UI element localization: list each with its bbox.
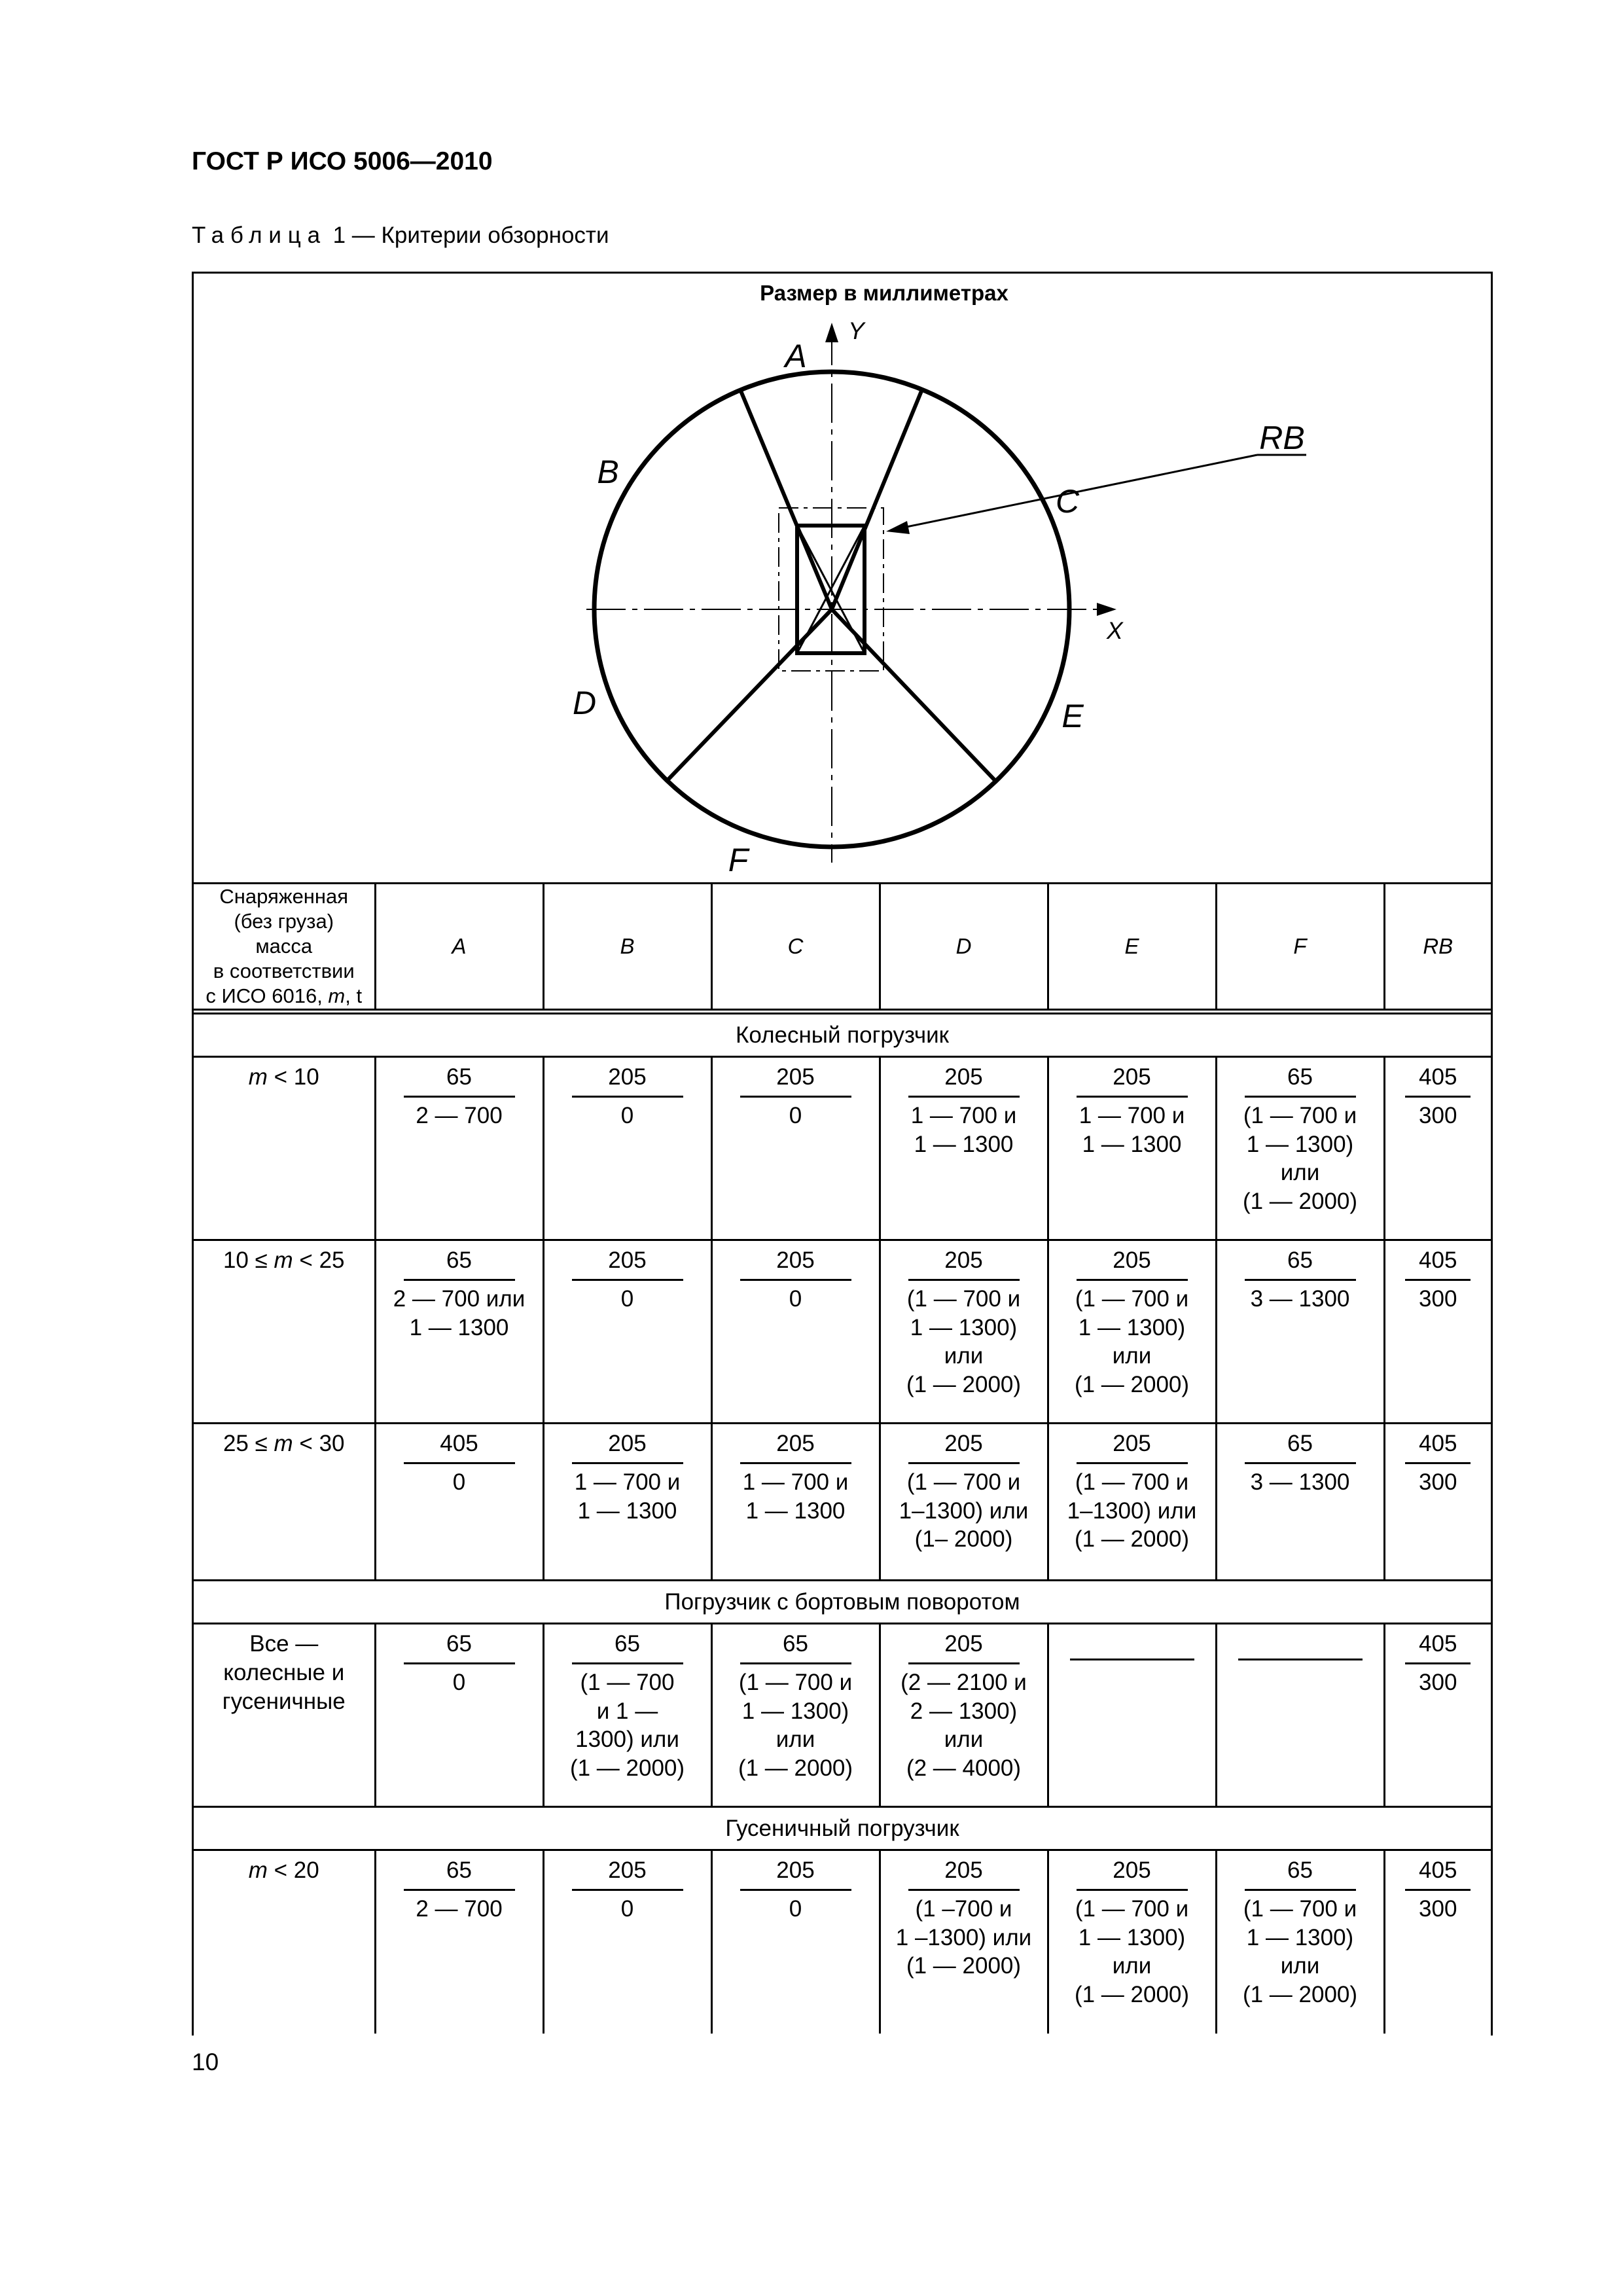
page-number: 10: [192, 2049, 219, 2075]
table-row: [194, 1057, 1491, 1240]
fraction-denominator-line: 0: [452, 1669, 466, 1695]
fraction-denominator-line: (1 — 2000): [1074, 1982, 1190, 2007]
fraction-numerator: 205: [944, 1631, 983, 1657]
fraction: [717, 1630, 875, 1783]
mass-cell: [194, 1850, 375, 2034]
fraction-bar: [572, 1096, 683, 1098]
fraction-bar: [1405, 1889, 1471, 1891]
fraction-bar: [404, 1462, 515, 1464]
label-b: B: [597, 454, 619, 490]
fraction-denominator-line: (1 — 2000): [569, 1755, 685, 1781]
fraction-bar: [572, 1279, 683, 1281]
fraction: [1389, 1429, 1488, 1497]
fraction-denominator-line: 1 — 1300): [1078, 1924, 1186, 1950]
fraction-bar: [908, 1662, 1020, 1664]
fraction-numerator: 205: [1113, 1247, 1151, 1273]
section-row: [194, 1807, 1491, 1850]
fraction-denominator-line: 0: [789, 1285, 802, 1312]
fraction-denominator-line: 2 — 700: [416, 1102, 503, 1128]
table-row: [194, 1424, 1491, 1581]
fraction: [380, 1429, 539, 1497]
value-cell: [880, 1850, 1048, 2034]
fraction-bar: [740, 1096, 851, 1098]
fraction-numerator: 65: [1287, 1431, 1313, 1456]
fraction-numerator: 205: [944, 1064, 983, 1090]
fraction: [1053, 1063, 1211, 1158]
fraction-numerator: 205: [944, 1431, 983, 1456]
value-cell: [375, 1240, 543, 1424]
mass-m: m: [274, 1431, 293, 1456]
y-axis-arrow-icon: [825, 323, 838, 342]
value-cell: [1384, 1624, 1491, 1807]
fraction: [885, 1630, 1043, 1783]
fraction-bar: [572, 1462, 683, 1464]
fraction-denominator-line: 300: [1419, 1469, 1457, 1495]
fraction: [717, 1063, 875, 1130]
fraction-bar: [908, 1096, 1020, 1098]
value-cell: [1048, 1057, 1216, 1240]
value-cell: [711, 1424, 880, 1581]
fraction-bar: [1405, 1279, 1471, 1281]
fraction-denominator-line: 1 — 1300): [741, 1698, 849, 1724]
fraction-bar: [1077, 1889, 1188, 1891]
fraction-denominator-line: 1 — 700 и: [910, 1102, 1017, 1128]
value-cell: [375, 1850, 543, 2034]
fraction-denominator-line: (1 — 700 и: [1243, 1895, 1357, 1922]
fraction: [1221, 1063, 1380, 1216]
rb-leader-arrow-icon: [886, 521, 910, 534]
fraction-denominator-line: 1 — 700 и: [742, 1469, 849, 1495]
fraction-denominator-line: 1 — 1300: [409, 1314, 509, 1340]
fraction-numerator: 205: [1113, 1064, 1151, 1090]
mass-cell: [194, 1057, 375, 1240]
fraction-denominator-line: 1 — 1300: [1082, 1131, 1182, 1157]
caption-number: 1: [332, 223, 346, 248]
fraction: [1221, 1856, 1380, 2009]
fraction-denominator-line: или: [944, 1343, 984, 1369]
mass-post: < 10: [267, 1064, 319, 1090]
table-row: [194, 1240, 1491, 1424]
fraction-denominator-line: 1 — 1300): [1246, 1131, 1354, 1157]
fraction-denominator-line: 1 — 1300): [910, 1314, 1018, 1340]
fraction-denominator-line: 0: [620, 1102, 634, 1128]
value-cell: [543, 1424, 711, 1581]
header-mass: Снаряженная (без груза) масса в соответствии с ИСО 6016, m, t: [194, 884, 375, 1012]
value-cell: [1216, 1424, 1384, 1581]
fraction-denominator-line: (1 — 700 и: [738, 1669, 853, 1695]
fraction: [1221, 1246, 1380, 1314]
fraction-numerator: 65: [615, 1631, 640, 1657]
fraction-bar: [1077, 1279, 1188, 1281]
fraction-bar: [1077, 1096, 1188, 1098]
value-cell: [711, 1057, 880, 1240]
fraction-denominator-line: (1 — 2000): [1074, 1526, 1190, 1552]
fraction: [548, 1429, 707, 1525]
value-cell: [543, 1240, 711, 1424]
fraction-bar: [1245, 1462, 1356, 1464]
fraction-numerator: 65: [446, 1064, 472, 1090]
value-cell: [1048, 1850, 1216, 2034]
fraction-denominator-line: (1 — 700 и: [906, 1285, 1021, 1312]
fraction: [1053, 1856, 1211, 2009]
fraction-numerator: 205: [776, 1857, 815, 1883]
document-title: ГОСТ Р ИСО 5006—2010: [192, 147, 493, 175]
fraction-denominator-line: или: [1112, 1343, 1152, 1369]
header-rb: RB: [1384, 884, 1491, 1012]
fraction: [1053, 1429, 1211, 1554]
value-cell: [1216, 1240, 1384, 1424]
value-cell: [880, 1424, 1048, 1581]
fraction-numerator: 205: [776, 1431, 815, 1456]
fraction-numerator: 205: [608, 1431, 647, 1456]
mass-post: < 30: [293, 1431, 345, 1456]
fraction-denominator-line: 300: [1419, 1285, 1457, 1312]
fraction-denominator-line: или: [944, 1727, 984, 1753]
fraction-numerator: 65: [446, 1631, 472, 1657]
fraction-denominator-line: или: [1112, 1953, 1152, 1979]
fraction: [885, 1063, 1043, 1158]
sector-line-a-left: [740, 389, 832, 609]
fraction-denominator-line: (2 — 4000): [906, 1755, 1022, 1781]
value-cell: [543, 1624, 711, 1807]
fraction: [1389, 1630, 1488, 1697]
mass-m: m: [248, 1857, 268, 1883]
fraction: [380, 1063, 539, 1130]
value-cell: [711, 1240, 880, 1424]
section-title: Гусеничный погрузчик: [194, 1807, 1491, 1850]
fraction-numerator: 205: [608, 1857, 647, 1883]
fraction-bar: [1077, 1462, 1188, 1464]
fraction-denominator-line: (2 — 2100 и: [901, 1669, 1027, 1695]
fraction-numerator: 65: [446, 1247, 472, 1273]
fraction-bar: [908, 1462, 1020, 1464]
fraction-denominator-line: 3 — 1300: [1250, 1469, 1350, 1495]
fraction-denominator-line: (1 — 700 и: [1075, 1895, 1189, 1922]
fraction: [380, 1630, 539, 1697]
fraction-denominator-line: (1 — 700 и: [1243, 1102, 1357, 1128]
fraction-numerator: 205: [776, 1247, 815, 1273]
fraction-numerator: 205: [1113, 1431, 1151, 1456]
caption-title: Критерии обзорности: [381, 223, 609, 248]
mass-m: m: [248, 1064, 268, 1090]
fraction-denominator-line: (1 — 2000): [1242, 1982, 1358, 2007]
header-row: [194, 884, 1491, 1012]
fraction-denominator-line: (1 — 2000): [906, 1372, 1022, 1397]
section-row: [194, 1581, 1491, 1624]
fraction: [885, 1246, 1043, 1399]
label-c: C: [1055, 483, 1080, 520]
fraction-denominator-line: (1– 2000): [914, 1526, 1013, 1552]
table-frame: [192, 272, 1493, 2036]
fraction: [548, 1063, 707, 1130]
fraction-denominator-line: 1 — 700 и: [1079, 1102, 1185, 1128]
fraction: [885, 1856, 1043, 1981]
fraction-numerator: 205: [776, 1064, 815, 1090]
fraction-denominator-line: 1–1300) или: [1067, 1498, 1197, 1524]
units-note: Размер в миллиметрах: [760, 281, 1008, 305]
fraction-denominator-line: (1 — 2000): [1242, 1189, 1358, 1214]
value-cell: [1048, 1240, 1216, 1424]
fraction-denominator-line: или: [1280, 1953, 1320, 1979]
fraction-denominator-line: 0: [620, 1895, 634, 1922]
fraction-numerator: 65: [1287, 1857, 1313, 1883]
fraction-numerator: 205: [944, 1247, 983, 1273]
mass-line: гусеничные: [222, 1688, 346, 1714]
fraction-bar: [1405, 1662, 1471, 1664]
fraction: [717, 1429, 875, 1525]
value-cell: [1048, 1624, 1216, 1807]
fraction-denominator-line: 0: [620, 1285, 634, 1312]
fraction-numerator: 205: [608, 1064, 647, 1090]
fraction: [717, 1246, 875, 1314]
no-value-dash: [1238, 1659, 1363, 1660]
fraction-bar: [1245, 1096, 1356, 1098]
value-cell: [1384, 1424, 1491, 1581]
fraction-denominator-line: (1 — 700 и: [906, 1469, 1021, 1495]
mass-pre: 10 ≤: [223, 1247, 274, 1273]
fraction: [717, 1856, 875, 1924]
fraction-denominator-line: (1 –700 и: [915, 1895, 1012, 1922]
value-cell: [880, 1624, 1048, 1807]
header-b: B: [543, 884, 711, 1012]
mass-cell: [194, 1624, 375, 1807]
fraction-numerator: 65: [783, 1631, 808, 1657]
label-e: E: [1061, 698, 1084, 734]
fraction-bar: [572, 1889, 683, 1891]
fraction-denominator-line: (1 — 700 и: [1075, 1469, 1189, 1495]
section-row: [194, 1012, 1491, 1057]
fraction-denominator-line: 300: [1419, 1895, 1457, 1922]
value-cell: [375, 1424, 543, 1581]
fraction-denominator-line: 1300) или: [575, 1727, 679, 1753]
sector-line-a-right: [832, 389, 922, 609]
value-cell: [1216, 1057, 1384, 1240]
fraction-denominator-line: 2 — 700: [416, 1895, 503, 1922]
fraction-denominator-line: 0: [452, 1469, 466, 1495]
fraction-bar: [908, 1279, 1020, 1281]
value-cell: [375, 1057, 543, 1240]
value-cell: [1216, 1850, 1384, 2034]
mass-line: Все —: [249, 1631, 319, 1657]
fraction-denominator-line: 0: [789, 1102, 802, 1128]
fraction-denominator-line: 300: [1419, 1102, 1457, 1128]
no-value-dash: [1070, 1659, 1194, 1660]
value-cell: [1384, 1850, 1491, 2034]
value-cell: [375, 1624, 543, 1807]
x-axis-arrow-icon: [1097, 603, 1116, 616]
fraction: [548, 1630, 707, 1783]
caption-prefix: Таблица: [192, 223, 327, 248]
fraction-numerator: 65: [1287, 1247, 1313, 1273]
fraction-numerator: 405: [1419, 1247, 1457, 1273]
table-caption: [192, 223, 609, 249]
fraction-bar: [740, 1889, 851, 1891]
fraction: [380, 1856, 539, 1924]
table-row: [194, 1850, 1491, 2034]
value-cell: [711, 1624, 880, 1807]
section-title: Погрузчик с бортовым поворотом: [194, 1581, 1491, 1624]
caption-dash: —: [351, 223, 375, 248]
fraction-denominator-line: (1 — 700: [580, 1669, 675, 1695]
criteria-table: [194, 882, 1491, 2034]
fraction: [1389, 1246, 1488, 1314]
fraction-denominator-line: 1 — 700 и: [574, 1469, 681, 1495]
value-cell: [543, 1850, 711, 2034]
fraction-numerator: 205: [944, 1857, 983, 1883]
fraction-bar: [1405, 1462, 1471, 1464]
fraction-numerator: 205: [608, 1247, 647, 1273]
value-cell: [1048, 1424, 1216, 1581]
mass-line: колесные и: [223, 1659, 345, 1685]
fraction-bar: [572, 1662, 683, 1664]
fraction-bar: [740, 1662, 851, 1664]
fraction-denominator-line: 3 — 1300: [1250, 1285, 1350, 1312]
mass-cell: [194, 1240, 375, 1424]
fraction-bar: [404, 1096, 515, 1098]
fraction-bar: [740, 1462, 851, 1464]
mass-post: < 25: [293, 1247, 345, 1273]
fraction-bar: [1405, 1096, 1471, 1098]
label-a: A: [785, 338, 807, 374]
fraction-denominator-line: 300: [1419, 1669, 1457, 1695]
fraction-bar: [908, 1889, 1020, 1891]
fraction-bar: [1245, 1279, 1356, 1281]
value-cell: [880, 1057, 1048, 1240]
mass-m: m: [274, 1247, 293, 1273]
fraction: [1053, 1246, 1211, 1399]
fraction-numerator: 405: [1419, 1431, 1457, 1456]
fraction-numerator: 205: [1113, 1857, 1151, 1883]
fraction-denominator-line: или: [776, 1727, 815, 1753]
fraction-numerator: 405: [440, 1431, 478, 1456]
fraction: [1389, 1063, 1488, 1130]
fraction-numerator: 65: [1287, 1064, 1313, 1090]
fraction-bar: [404, 1889, 515, 1891]
header-c: C: [711, 884, 880, 1012]
fraction-numerator: 405: [1419, 1857, 1457, 1883]
mass-post: < 20: [267, 1857, 319, 1883]
fraction-bar: [404, 1662, 515, 1664]
sector-line-e: [832, 609, 995, 781]
fraction-bar: [1245, 1889, 1356, 1891]
fraction-numerator: 65: [446, 1857, 472, 1883]
fraction: [380, 1246, 539, 1342]
table-row: [194, 1624, 1491, 1807]
fraction-denominator-line: 1 — 1300): [1078, 1314, 1186, 1340]
fraction: [885, 1429, 1043, 1554]
fraction: [548, 1856, 707, 1924]
fraction-denominator-line: или: [1280, 1160, 1320, 1186]
mass-cell: [194, 1424, 375, 1581]
value-cell: [711, 1850, 880, 2034]
value-cell: [1384, 1057, 1491, 1240]
fraction: [548, 1246, 707, 1314]
fraction-denominator-line: 2 — 700 или: [393, 1285, 526, 1312]
fraction-denominator-line: 0: [789, 1895, 802, 1922]
header-f: F: [1216, 884, 1384, 1012]
header-d: D: [880, 884, 1048, 1012]
fraction-denominator-line: 1 — 1300: [577, 1498, 677, 1524]
fraction-bar: [740, 1279, 851, 1281]
value-cell: [1216, 1624, 1384, 1807]
label-x: X: [1107, 617, 1123, 644]
fraction-numerator: 405: [1419, 1631, 1457, 1657]
fraction-denominator-line: (1 — 700 и: [1075, 1285, 1189, 1312]
fraction-denominator-line: 1–1300) или: [899, 1498, 1029, 1524]
fraction: [1221, 1429, 1380, 1497]
fraction-numerator: 405: [1419, 1064, 1457, 1090]
fraction-bar: [404, 1279, 515, 1281]
fraction-denominator-line: (1 — 2000): [1074, 1372, 1190, 1397]
value-cell: [543, 1057, 711, 1240]
fraction-denominator-line: и 1 —: [596, 1698, 658, 1724]
section-title: Колесный погрузчик: [194, 1012, 1491, 1057]
mass-pre: 25 ≤: [223, 1431, 274, 1456]
fraction-denominator-line: 2 — 1300): [910, 1698, 1018, 1724]
label-f: F: [728, 842, 749, 878]
label-y: Y: [848, 317, 865, 344]
fraction-denominator-line: 1 — 1300): [1246, 1924, 1354, 1950]
visibility-diagram: [194, 274, 1491, 882]
fraction-denominator-line: 1 — 1300: [914, 1131, 1014, 1157]
fraction-denominator-line: 1 –1300) или: [895, 1924, 1032, 1950]
value-cell: [1384, 1240, 1491, 1424]
value-cell: [880, 1240, 1048, 1424]
fraction-denominator-line: (1 — 2000): [906, 1953, 1022, 1979]
fraction-denominator-line: 1 — 1300: [745, 1498, 846, 1524]
fraction-denominator-line: (1 — 2000): [738, 1755, 853, 1781]
header-e: E: [1048, 884, 1216, 1012]
header-a: A: [375, 884, 543, 1012]
label-d: D: [572, 685, 597, 721]
fraction: [1389, 1856, 1488, 1924]
label-rb: RB: [1259, 420, 1305, 456]
